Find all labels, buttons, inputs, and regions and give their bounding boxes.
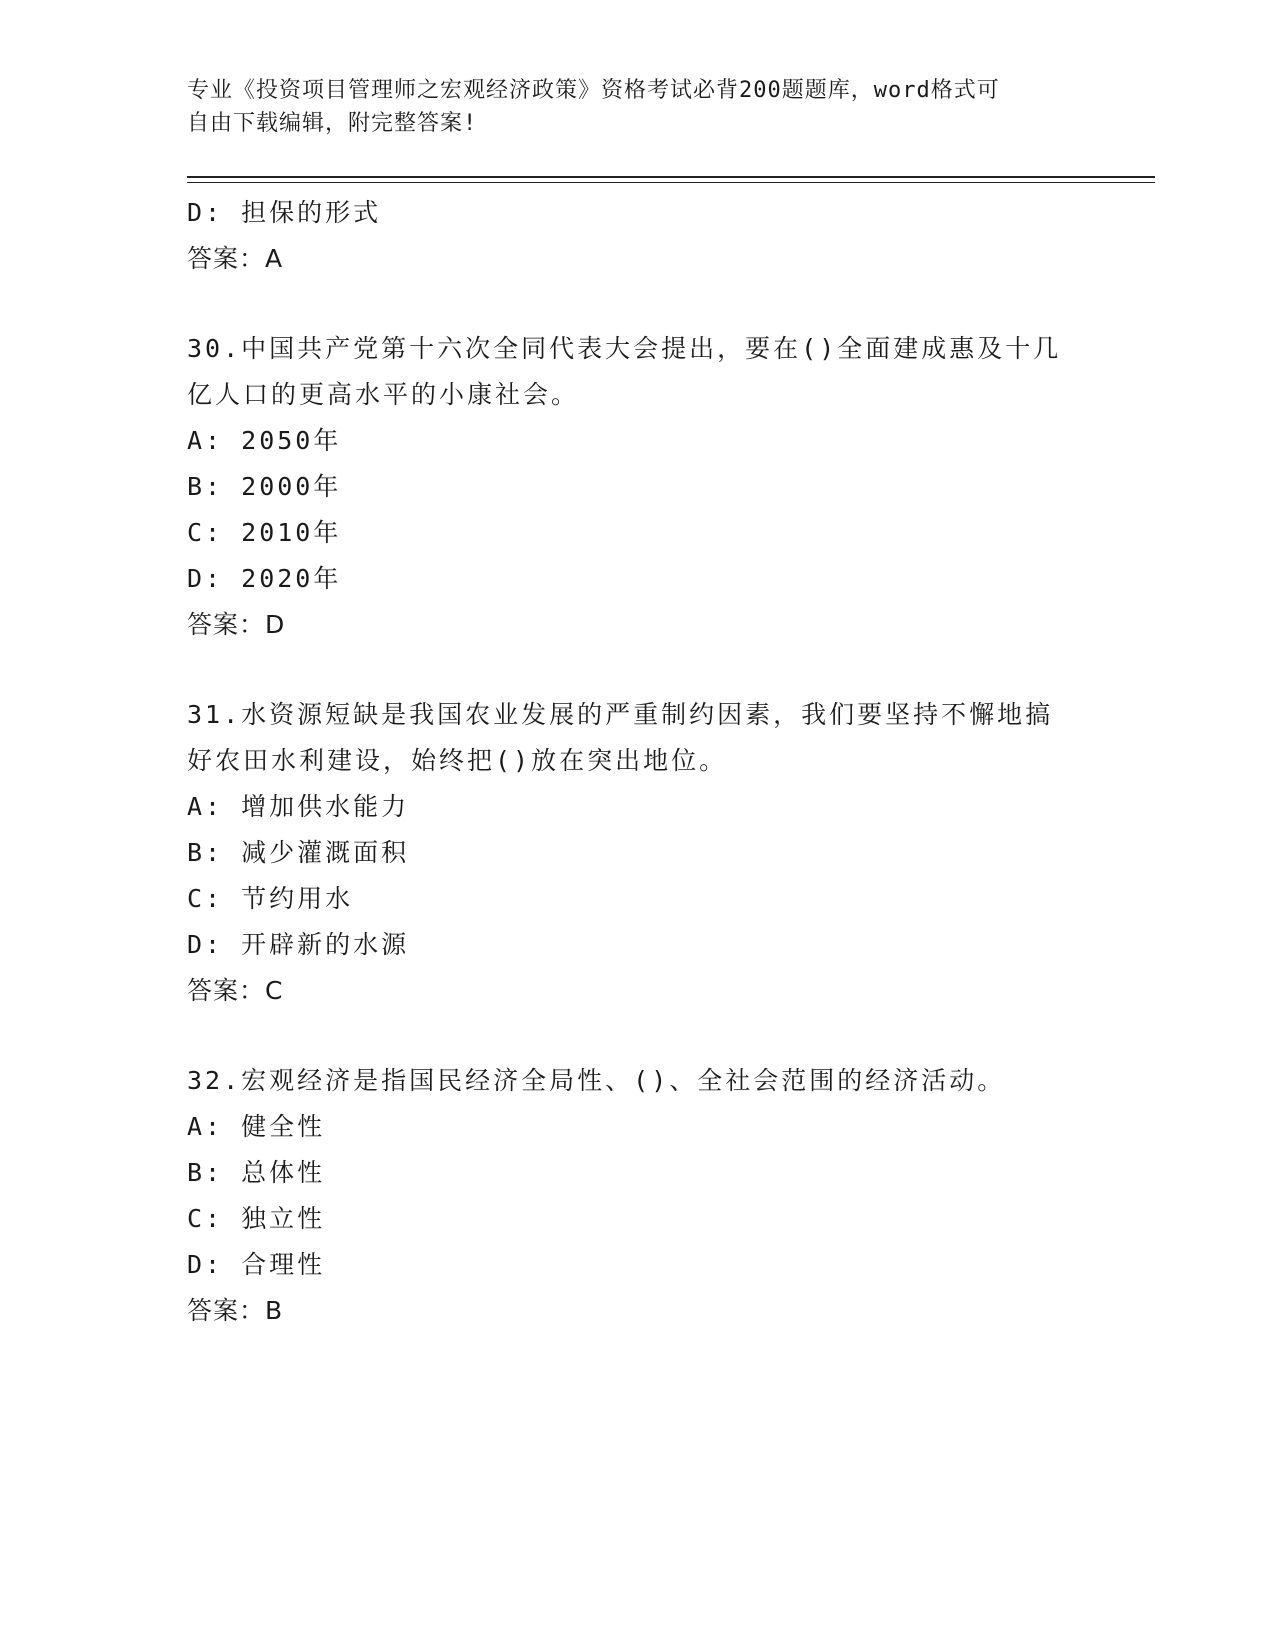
- question-text-line-1: 31.水资源短缺是我国农业发展的严重制约因素，我们要坚持不懈地搞: [187, 700, 1054, 729]
- option-d: D: 2020年: [187, 564, 342, 593]
- option-a: A: 2050年: [187, 426, 342, 455]
- header-line-2: 自由下载编辑，附完整答案!: [187, 111, 478, 136]
- option-c: C: 2010年: [187, 518, 342, 547]
- answer-line: 答案：D: [187, 610, 286, 639]
- option-a: A: 增加供水能力: [187, 792, 410, 821]
- question-text-line-1: 32.宏观经济是指国民经济全局性、()、全社会范围的经济活动。: [187, 1066, 1006, 1095]
- question-30: [187, 326, 1087, 648]
- question-text-line-2: 好农田水利建设，始终把()放在突出地位。: [187, 746, 728, 775]
- answer-line: 答案：C: [187, 976, 284, 1005]
- option-a: A: 健全性: [187, 1112, 326, 1141]
- answer-line: 答案：B: [187, 1296, 284, 1325]
- header-line-1: 专业《投资项目管理师之宏观经济政策》资格考试必背200题题库，word格式可: [187, 78, 1000, 103]
- header-divider-thick: [187, 176, 1155, 178]
- option-b: B: 2000年: [187, 472, 342, 501]
- option-c: C: 节约用水: [187, 884, 354, 913]
- carryover-question: [187, 190, 1087, 282]
- question-list: [187, 190, 1087, 1334]
- option-b: B: 总体性: [187, 1158, 326, 1187]
- option-d: D: 开辟新的水源: [187, 930, 410, 959]
- option-b: B: 减少灌溉面积: [187, 838, 410, 867]
- question-31: [187, 692, 1087, 1014]
- option-d: D: 担保的形式: [187, 198, 382, 227]
- header-divider-thin: [187, 182, 1155, 183]
- answer-line: 答案：A: [187, 244, 284, 273]
- question-text-line-2: 亿人口的更高水平的小康社会。: [187, 380, 580, 409]
- option-c: C: 独立性: [187, 1204, 326, 1233]
- document-header: [187, 74, 1087, 140]
- option-d: D: 合理性: [187, 1250, 326, 1279]
- question-text-line-1: 30.中国共产党第十六次全同代表大会提出，要在()全面建成惠及十几: [187, 334, 1062, 363]
- question-32: [187, 1058, 1087, 1334]
